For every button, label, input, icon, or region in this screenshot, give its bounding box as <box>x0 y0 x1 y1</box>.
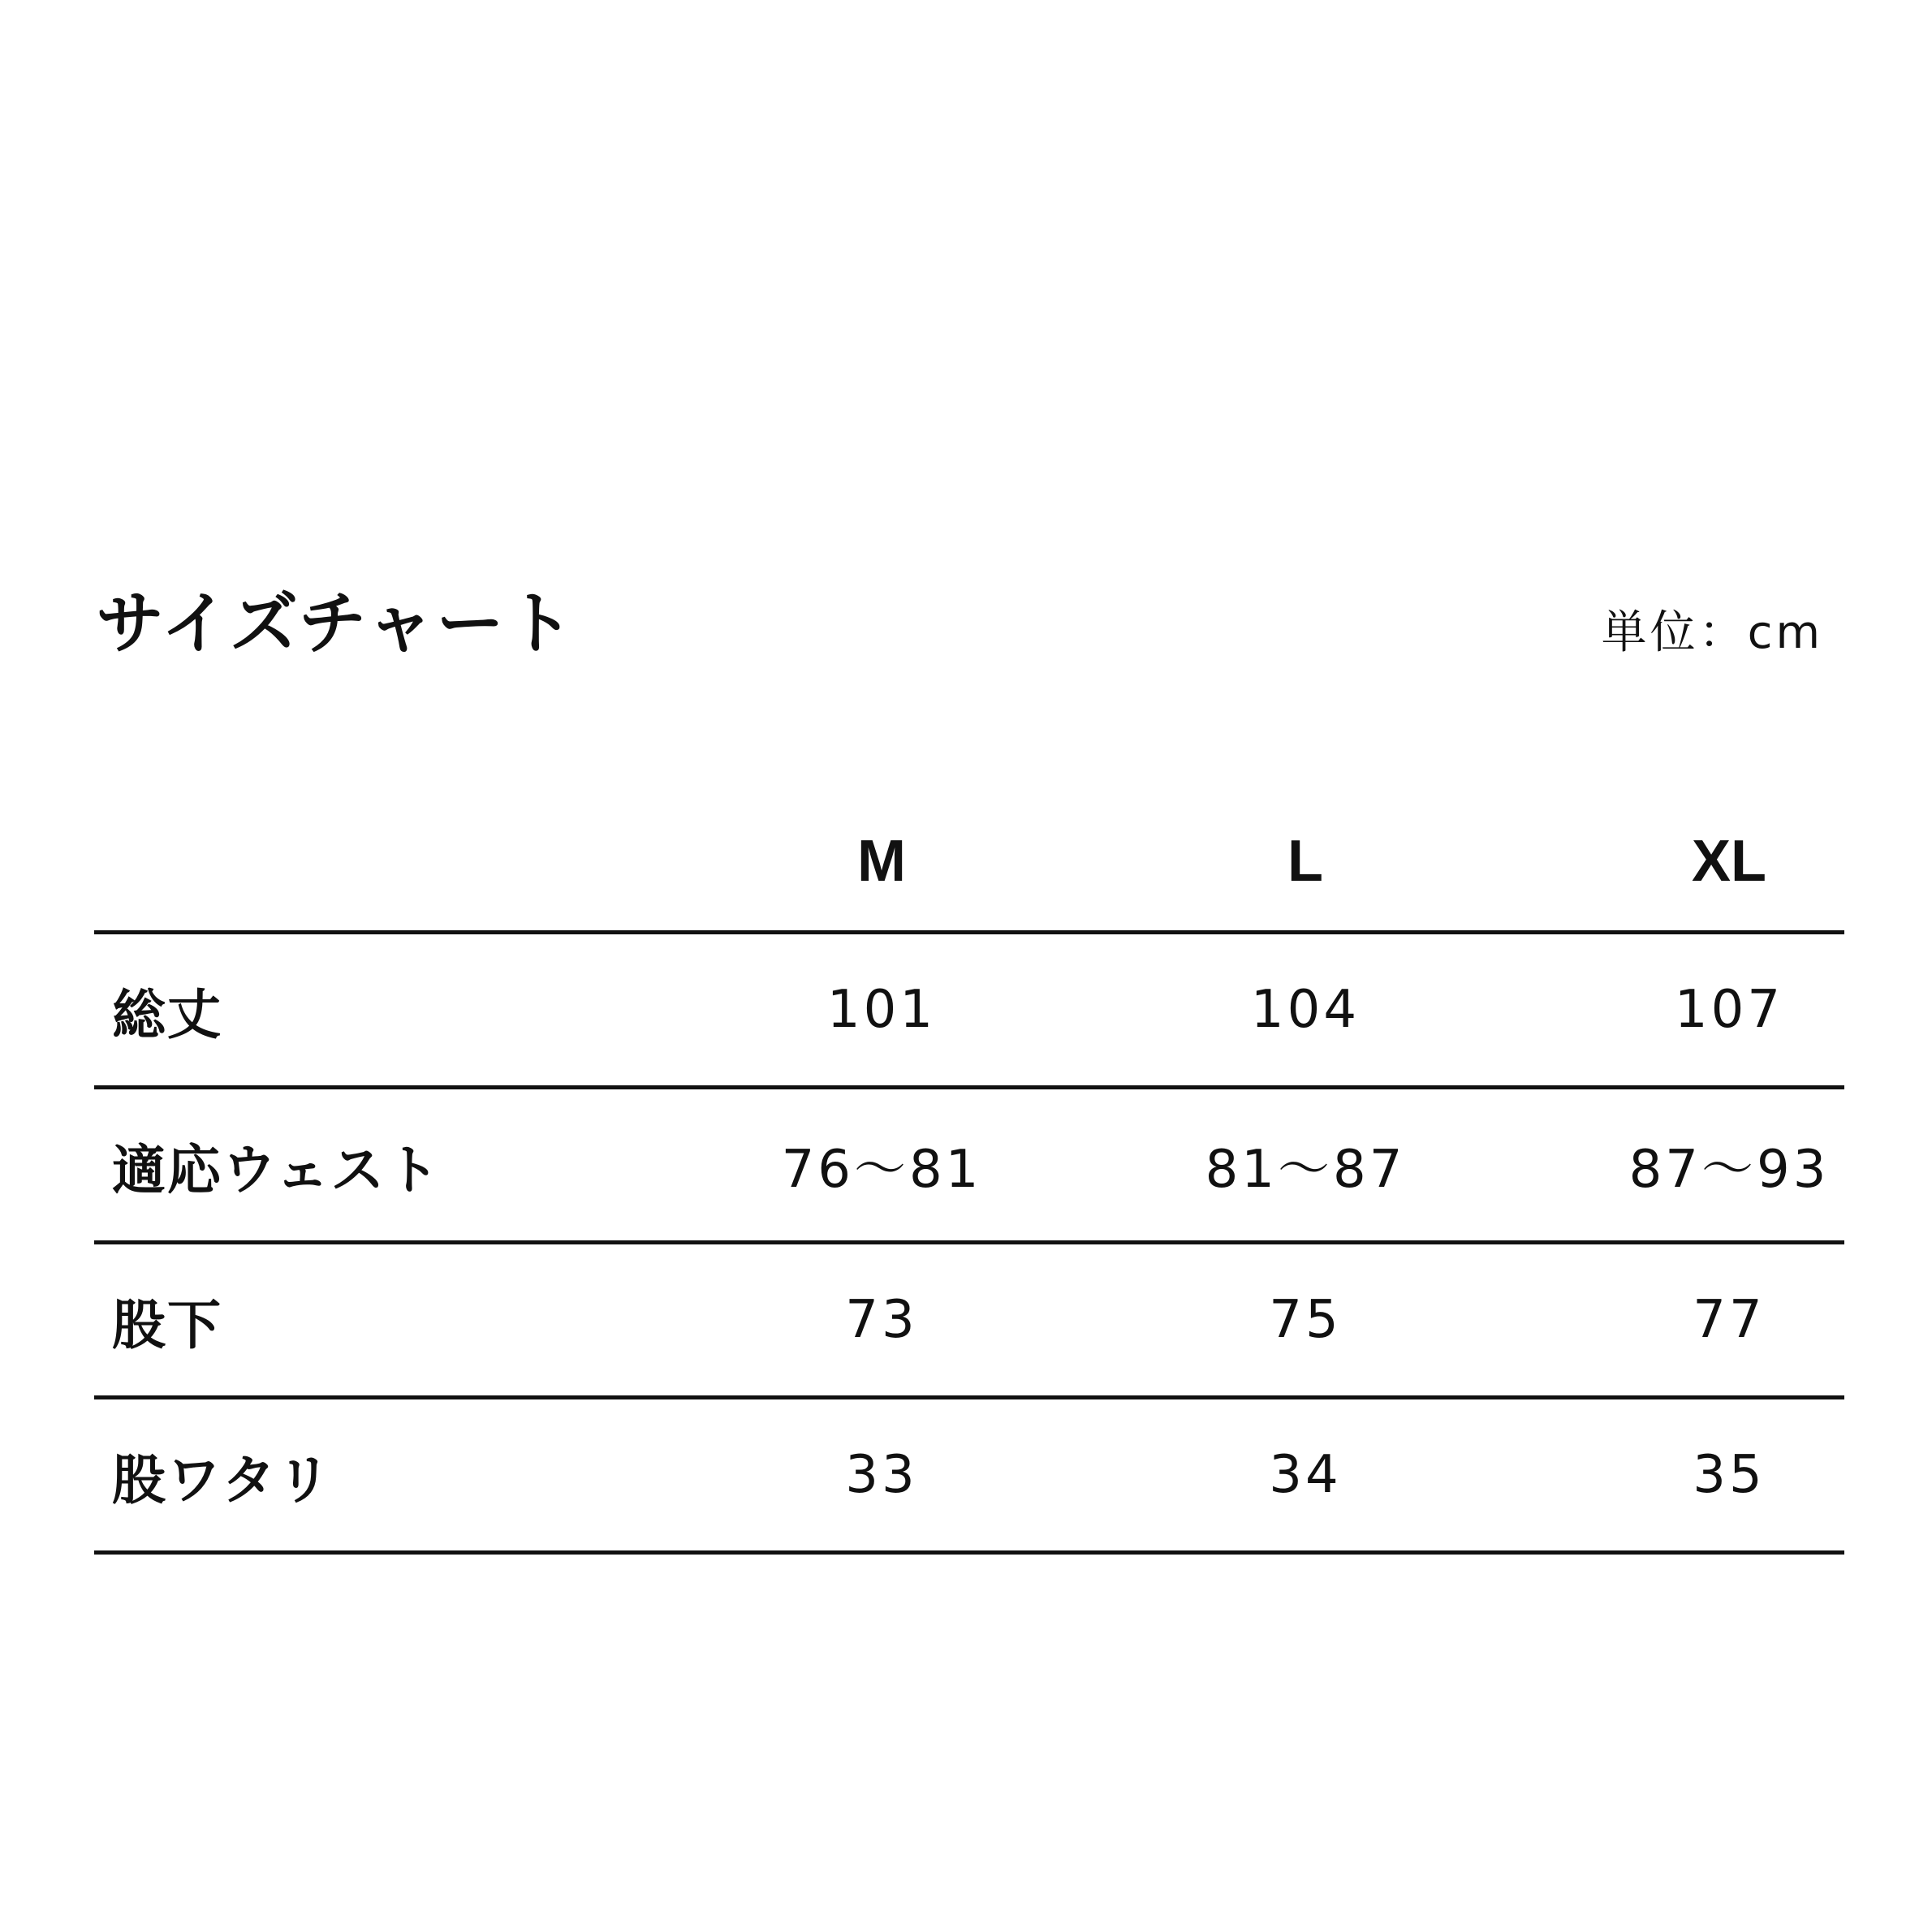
value-xl: 77 <box>1693 1290 1766 1350</box>
row-label: 適応ウェスト <box>112 1138 442 1201</box>
size-header-xl: XL <box>1691 829 1766 894</box>
size-header-m: M <box>857 829 906 894</box>
value-l: 34 <box>1269 1445 1342 1505</box>
table-row-thigh <box>94 1395 1844 1555</box>
row-label: 股下 <box>112 1293 222 1356</box>
page-title: サイズチャート <box>96 584 576 663</box>
row-label: 股ワタリ <box>112 1448 333 1512</box>
table-row-total-length <box>94 930 1844 1085</box>
value-m: 76～81 <box>781 1140 982 1200</box>
value-l: 104 <box>1250 980 1361 1040</box>
table-row-inseam <box>94 1240 1844 1395</box>
value-l: 81～87 <box>1205 1140 1406 1200</box>
size-header-l: L <box>1287 829 1323 894</box>
value-xl: 87～93 <box>1628 1140 1830 1200</box>
row-label: 総丈 <box>112 983 222 1046</box>
value-xl: 35 <box>1693 1445 1766 1505</box>
unit-label: 単位：cm <box>1601 606 1823 659</box>
table-row-waist <box>94 1085 1844 1240</box>
value-xl: 107 <box>1674 980 1784 1040</box>
table-header-row <box>94 792 1844 930</box>
value-m: 101 <box>826 980 937 1040</box>
value-m: 33 <box>845 1445 918 1505</box>
value-l: 75 <box>1269 1290 1342 1350</box>
size-table <box>94 792 1844 1555</box>
value-m: 73 <box>845 1290 918 1350</box>
